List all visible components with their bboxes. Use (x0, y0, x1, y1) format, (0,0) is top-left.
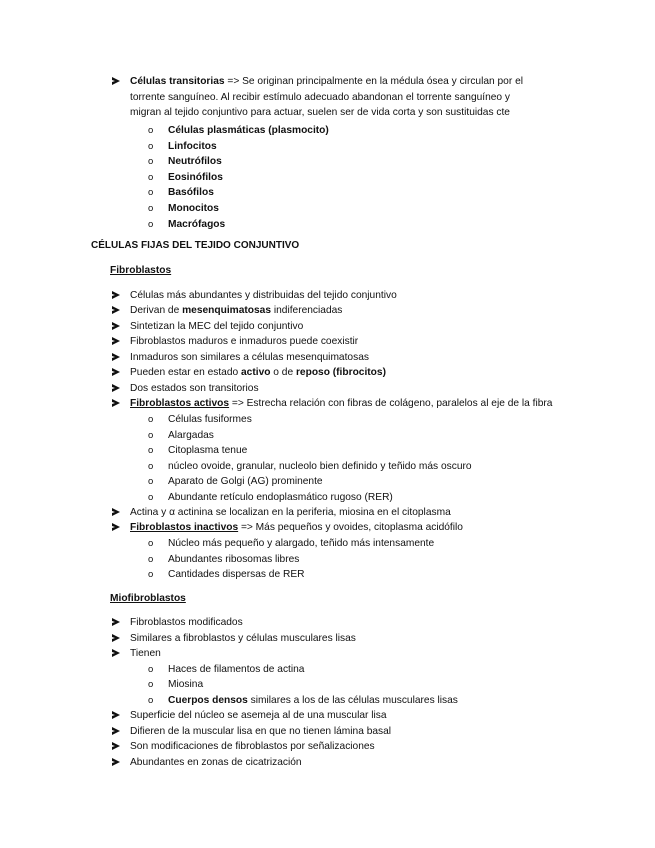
fibro-b5: Inmaduros son similares a células mesenquimatosas (130, 352, 369, 363)
list-item: Células fusiformes (168, 414, 252, 425)
sub-bullet-icon: o (148, 445, 154, 456)
bullet-arrow-icon (112, 634, 120, 642)
fibro-b6-activo: activo (241, 367, 271, 378)
sub-bullet-icon: o (148, 538, 154, 549)
mio-b6: Son modificaciones de fibroblastos por señalizaciones (130, 741, 375, 752)
list-item: Núcleo más pequeño y alargado, teñido más intensamente (168, 538, 435, 549)
bullet-arrow-icon (112, 291, 120, 299)
transitorias-line2: torrente sanguíneo. Al recibir estímulo adecuado abandonan el torrente sanguíneo y (130, 91, 511, 103)
list-item: Monocitos (168, 203, 219, 214)
inactivos-text: => Más pequeños y ovoides, citoplasma acidófilo (238, 522, 463, 533)
bullet-arrow-icon (112, 711, 120, 719)
list-item: Abundantes ribosomas libres (168, 553, 300, 565)
bullet-arrow-icon (112, 508, 120, 516)
bullet-arrow-icon (112, 368, 120, 376)
sub-bullet-icon: o (148, 679, 154, 690)
sub-bullet-icon: o (148, 695, 154, 706)
sub-bullet-icon: o (148, 476, 154, 487)
fibro-b4: Fibroblastos maduros e inmaduros puede coexistir (130, 336, 359, 347)
fibro-b7: Dos estados son transitorios (130, 383, 259, 394)
bullet-arrow-icon (112, 523, 120, 531)
list-item: Abundante retículo endoplasmático rugoso (RER) (168, 491, 393, 503)
bullet-arrow-icon (112, 77, 120, 85)
bullet-arrow-icon (112, 742, 120, 750)
mio-sub3-bold: Cuerpos densos (168, 695, 248, 706)
fibro-b2 (130, 304, 342, 317)
list-item: Alargadas (168, 429, 214, 441)
miofibroblastos-heading: Miofibroblastos (110, 593, 186, 604)
fibro-b6-pre: Pueden estar en estado (130, 367, 242, 378)
mio-sub3 (168, 694, 458, 707)
list-item: núcleo ovoide, granular, nucleolo bien definido y teñido más oscuro (168, 460, 472, 472)
mio-b5: Difieren de la muscular lisa en que no tienen lámina basal (130, 726, 392, 737)
sub-bullet-icon: o (148, 187, 154, 199)
fibro-activos (130, 397, 552, 410)
sub-bullet-icon: o (148, 429, 154, 441)
list-item: Linfocitos (168, 140, 217, 152)
bullet-arrow-icon (112, 649, 120, 657)
fibroblastos-heading: Fibroblastos (110, 265, 172, 276)
inactivos-label: Fibroblastos inactivos (130, 522, 239, 533)
mio-b3: Tienen (130, 648, 161, 659)
fibro-b6-fibrocitos: (fibrocitos) (329, 367, 386, 378)
bullet-arrow-icon (112, 758, 120, 766)
sub-bullet-icon: o (148, 156, 154, 168)
sub-bullet-icon: o (148, 125, 154, 136)
mio-sub3-post: similares a los de las células musculares lisas (247, 695, 458, 706)
activos-label: Fibroblastos activos (130, 398, 230, 409)
list-item: Eosinófilos (168, 171, 223, 183)
bullet-arrow-icon (112, 727, 120, 735)
sub-bullet-icon: o (148, 414, 154, 425)
transitorias-label: Células transitorias (130, 76, 225, 87)
list-item: Citoplasma tenue (168, 445, 248, 456)
bullet-arrow-icon (112, 618, 120, 626)
list-item: Aparato de Golgi (AG) prominente (168, 476, 323, 487)
activos-text: => Estrecha relación con fibras de colágeno, paralelos al eje de la fibra (229, 398, 553, 409)
bullet-arrow-icon (112, 322, 120, 330)
fibro-b6 (130, 366, 386, 379)
mio-b2: Similares a fibroblastos y células musculares lisas (130, 633, 356, 644)
sub-bullet-icon: o (148, 553, 154, 565)
sub-bullet-icon: o (148, 218, 154, 230)
mio-b1: Fibroblastos modificados (130, 617, 243, 628)
list-item: Cantidades dispersas de RER (168, 569, 305, 580)
fibro-b6-reposo: reposo (295, 367, 330, 378)
sub-bullet-icon: o (148, 664, 154, 675)
mio-b4: Superficie del núcleo se asemeja al de una muscular lisa (130, 710, 387, 721)
bullet-arrow-icon (112, 353, 120, 361)
mio-sub2: Miosina (168, 679, 204, 690)
transitorias-text: => Se originan principalmente en la médula ósea y circulan por el (224, 76, 524, 87)
fijas-heading: CÉLULAS FIJAS DEL TEJIDO CONJUNTIVO (91, 240, 300, 251)
fibro-b3: Sintetizan la MEC del tejido conjuntivo (130, 321, 304, 332)
mio-b7: Abundantes en zonas de cicatrización (130, 757, 302, 768)
sub-bullet-icon: o (148, 140, 154, 152)
transitorias-paragraph (130, 74, 560, 121)
mio-sub1: Haces de filamentos de actina (168, 664, 305, 675)
transitorias-line3: migran al tejido conjuntivo para actuar, suelen ser de vida corta y son sustituidas cte (130, 107, 510, 118)
sub-bullet-icon: o (148, 491, 154, 503)
bullet-arrow-icon (112, 306, 120, 314)
list-item: Basófilos (168, 187, 214, 199)
bullet-arrow-icon (112, 384, 120, 392)
bullet-arrow-icon (112, 337, 120, 345)
list-item: Neutrófilos (168, 156, 222, 168)
fibro-b2-bold: mesenquimatosas (182, 305, 272, 316)
fibro-b2-pre: Derivan de (130, 305, 183, 316)
list-item: Macrófagos (168, 218, 226, 230)
fibro-b6-mid: o de (270, 367, 296, 378)
fibro-actina: Actina y α actinina se localizan en la periferia, miosina en el citoplasma (130, 507, 451, 518)
fibro-inactivos (130, 521, 463, 534)
sub-bullet-icon: o (148, 203, 154, 214)
list-item: Células plasmáticas (plasmocito) (168, 125, 329, 136)
fibro-b1: Células más abundantes y distribuidas del tejido conjuntivo (130, 290, 397, 301)
fibro-b2-post: indiferenciadas (271, 305, 343, 316)
bullet-arrow-icon (112, 399, 120, 407)
sub-bullet-icon: o (148, 569, 154, 580)
sub-bullet-icon: o (148, 171, 154, 183)
sub-bullet-icon: o (148, 460, 154, 472)
